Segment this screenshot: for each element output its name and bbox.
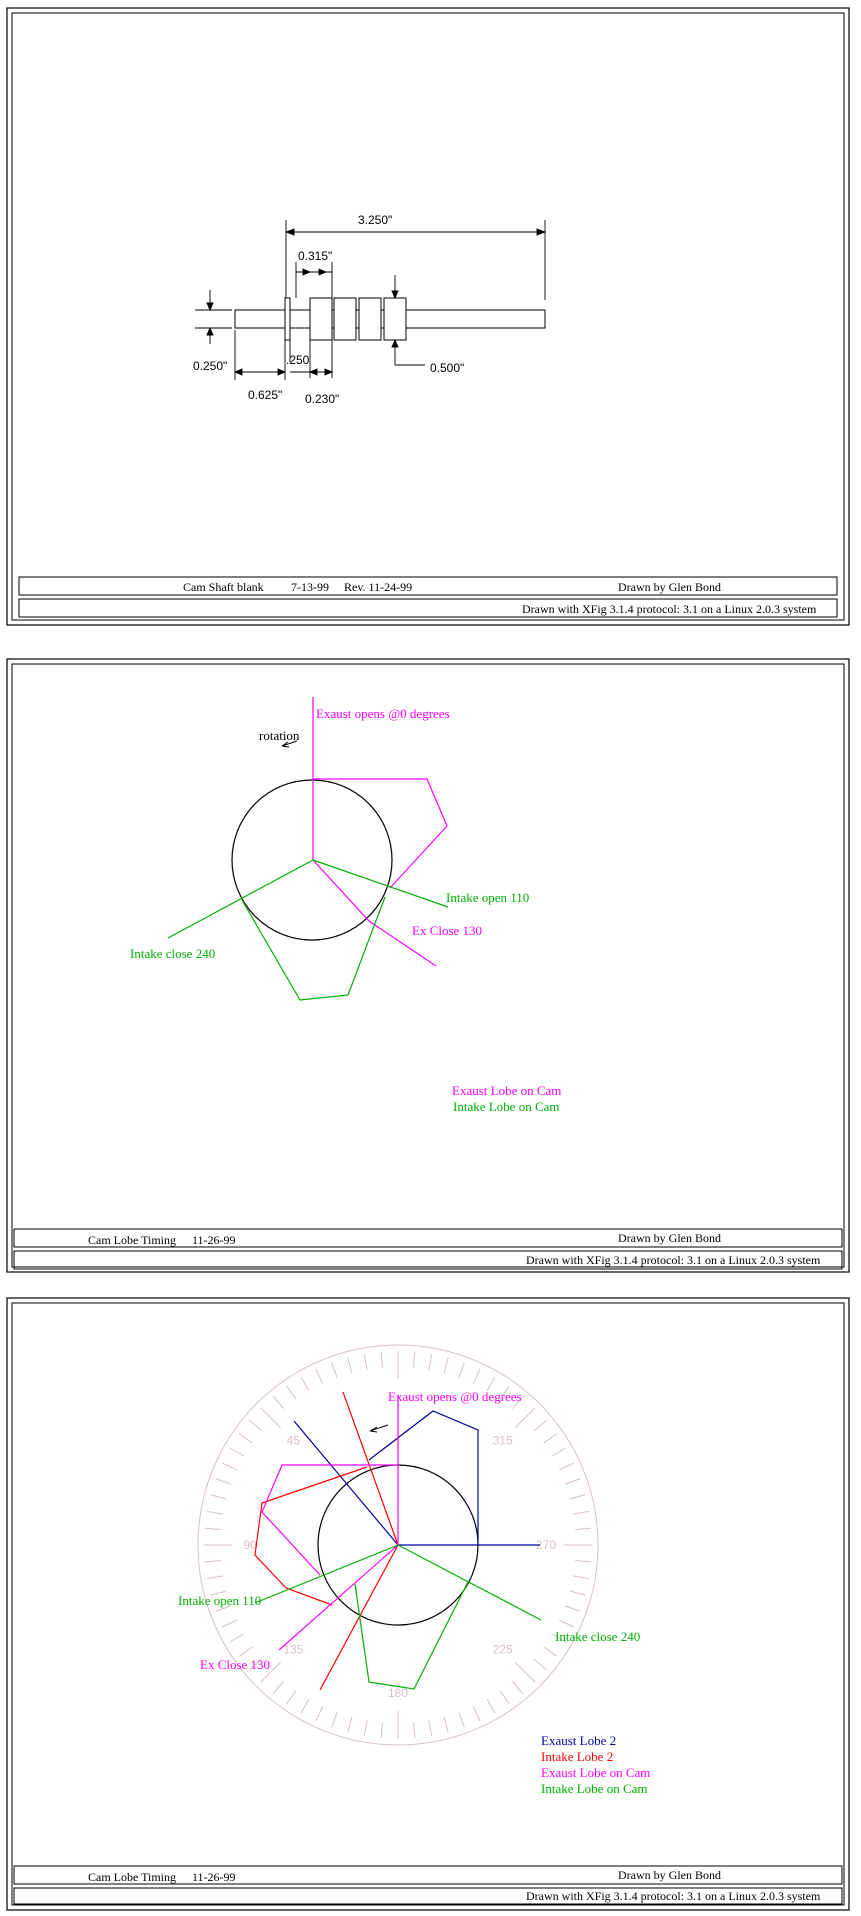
- degree-tick: [487, 1699, 495, 1713]
- sheet2-intake-close-line: [168, 860, 313, 938]
- sheet2-drawn-by: Drawn by Glen Bond: [618, 1231, 721, 1245]
- degree-tick: [544, 1647, 557, 1656]
- degree-tick: [211, 1495, 226, 1499]
- degree-tick: [534, 1659, 546, 1669]
- degree-tick: [515, 1408, 535, 1428]
- degree-tick: [534, 1420, 546, 1430]
- sheet3-label-intake-open: Intake open 110: [178, 1593, 262, 1608]
- sheet3-date: 11-26-99: [192, 1870, 236, 1884]
- cam-lobe-3: [359, 298, 381, 340]
- cam-lobe-4: [384, 298, 406, 340]
- degree-tick: [444, 1717, 448, 1732]
- degree-tick: [273, 1396, 283, 1408]
- degree-tick: [207, 1576, 223, 1579]
- degree-tick: [544, 1434, 557, 1443]
- cam-shaft-drawing: [235, 298, 545, 340]
- degree-tick: [230, 1634, 244, 1642]
- degree-tick: [332, 1363, 337, 1378]
- degree-tick: [570, 1495, 585, 1499]
- sheet2-label-intake-open: Intake open 110: [446, 890, 530, 905]
- degree-tick: [207, 1511, 223, 1514]
- degree-tick: [473, 1706, 480, 1721]
- degree-tick: [348, 1717, 352, 1732]
- degree-tick: [573, 1511, 589, 1514]
- degree-tick: [512, 1681, 522, 1693]
- degree-tick: [381, 1352, 382, 1368]
- degree-tick: [429, 1720, 432, 1736]
- sheet3-label-ex-close: Ex Close 130: [200, 1657, 271, 1672]
- sheet2-label-ex-close: Ex Close 130: [412, 923, 483, 938]
- degree-tick: [205, 1528, 221, 1529]
- degree-tick: [364, 1354, 367, 1370]
- sheet-cam-shaft-blank: [7, 8, 849, 625]
- degree-tick: [287, 1386, 296, 1399]
- sheet1-outer-border: [7, 8, 849, 625]
- degree-tick: [316, 1369, 323, 1384]
- degree-label: 180: [387, 1686, 409, 1700]
- sheet2-inner-border: [12, 664, 844, 1267]
- sheet3-legend-intake2: Intake Lobe 2: [541, 1749, 614, 1764]
- degree-tick: [230, 1448, 244, 1456]
- sheet3-exhaust2-lobe: [369, 1411, 478, 1545]
- degree-tick: [575, 1561, 591, 1562]
- sheet3-rotation-arrow: [370, 1425, 388, 1432]
- sheet3-footer: Drawn with XFig 3.1.4 protocol: 3.1 on a Linux 2.0.3 system: [526, 1889, 821, 1903]
- sheet2-legend-exhaust: Exaust Lobe on Cam: [452, 1083, 562, 1098]
- degree-tick: [273, 1681, 283, 1693]
- sheet3-exhaust2-close-line: [294, 1421, 398, 1545]
- degree-tick: [559, 1463, 574, 1470]
- dim-collar: .250: [286, 353, 310, 367]
- degree-tick: [261, 1408, 281, 1428]
- sheet3-drawn-by: Drawn by Glen Bond: [618, 1868, 721, 1882]
- dim-offset: 0.625": [248, 388, 283, 402]
- sheet3-title: Cam Lobe Timing: [88, 1870, 177, 1884]
- degree-tick: [459, 1363, 464, 1378]
- sheet3-intake-close-line: [398, 1545, 541, 1620]
- sheet2-exhaust-lobe: [313, 779, 447, 888]
- degree-label: 315: [492, 1433, 513, 1448]
- degree-tick: [239, 1647, 252, 1656]
- sheet3-legend-exhaust: Exaust Lobe on Cam: [541, 1765, 651, 1780]
- sheet2-date: 11-26-99: [192, 1233, 236, 1247]
- degree-label: 45: [286, 1433, 301, 1448]
- degree-tick: [301, 1699, 309, 1713]
- sheet1-inner-border: [12, 13, 844, 620]
- degree-tick: [559, 1620, 574, 1627]
- cam-lobe-1: [310, 298, 332, 340]
- degree-label: 90: [243, 1538, 257, 1552]
- sheet3-intake-lobe: [355, 1582, 468, 1689]
- sheet3-label-intake-close: Intake close 240: [555, 1629, 641, 1644]
- degree-tick: [429, 1354, 432, 1370]
- sheet-cam-lobe-timing-2: [7, 1298, 849, 1910]
- degree-tick: [575, 1528, 591, 1529]
- degree-tick: [573, 1576, 589, 1579]
- sheet1-footer: Drawn with XFig 3.1.4 protocol: 3.1 on a Linux 2.0.3 system: [522, 602, 817, 616]
- sheet1-drawn-by: Drawn by Glen Bond: [618, 580, 721, 594]
- sheet-cam-lobe-timing: [7, 659, 849, 1272]
- sheet3-intake2-lines: [320, 1392, 398, 1690]
- sheet3-intake-open-line: [255, 1545, 398, 1603]
- degree-label: 270: [535, 1538, 557, 1552]
- sheet2-label-exhaust-open: Exaust opens @0 degrees: [316, 706, 450, 721]
- sheet2-legend-intake: Intake Lobe on Cam: [453, 1099, 560, 1114]
- dim-lobe-pitch: 0.315": [298, 249, 333, 263]
- degree-tick: [222, 1463, 237, 1470]
- degree-tick: [222, 1620, 237, 1627]
- degree-label: 135: [283, 1642, 304, 1657]
- degree-tick: [287, 1691, 296, 1704]
- sheet1-title: Cam Shaft blank: [183, 580, 264, 594]
- degree-tick: [364, 1720, 367, 1736]
- degree-tick: [565, 1606, 580, 1611]
- sheet2-label-rotation: rotation: [259, 728, 300, 743]
- sheet2-intake-open-line: [313, 860, 448, 907]
- sheet3-label-exhaust-open: Exaust opens @0 degrees: [388, 1389, 522, 1404]
- degree-tick: [249, 1420, 261, 1430]
- shaft-collar: [285, 298, 290, 340]
- degree-tick: [216, 1479, 231, 1484]
- degree-tick: [414, 1352, 415, 1368]
- sheet1-revision: Rev. 11-24-99: [344, 580, 413, 594]
- degree-tick: [444, 1358, 448, 1373]
- degree-tick: [515, 1662, 535, 1682]
- degree-tick: [552, 1448, 566, 1456]
- degree-tick: [239, 1434, 252, 1443]
- sheet2-outer-border: [7, 659, 849, 1272]
- degree-tick: [500, 1691, 509, 1704]
- degree-tick: [381, 1722, 382, 1738]
- sheet3-legend-intake: Intake Lobe on Cam: [541, 1781, 648, 1796]
- sheet3-legend-exhaust2: Exaust Lobe 2: [541, 1733, 617, 1748]
- degree-tick: [316, 1706, 323, 1721]
- degree-tick: [348, 1358, 352, 1373]
- degree-tick: [473, 1369, 480, 1384]
- dim-overall-length: 3.250": [358, 213, 393, 227]
- sheet2-title: Cam Lobe Timing: [88, 1233, 177, 1247]
- degree-tick: [205, 1561, 221, 1562]
- cam-lobe-2: [334, 298, 356, 340]
- dim-lobe-width: 0.230": [305, 392, 340, 406]
- sheet2-footer: Drawn with XFig 3.1.4 protocol: 3.1 on a Linux 2.0.3 system: [526, 1253, 821, 1267]
- degree-label: 225: [492, 1642, 513, 1657]
- degree-tick: [570, 1591, 585, 1595]
- dim-shaft-diameter: 0.250": [193, 359, 228, 373]
- sheet2-label-intake-close: Intake close 240: [130, 946, 216, 961]
- degree-tick: [301, 1377, 309, 1391]
- degree-tick: [332, 1712, 337, 1727]
- dim-lobe-diameter: 0.500": [430, 361, 465, 375]
- sheet1-date: 7-13-99: [291, 580, 329, 594]
- degree-tick: [565, 1479, 580, 1484]
- degree-tick: [414, 1722, 415, 1738]
- degree-tick: [459, 1712, 464, 1727]
- sheet2-intake-lobe: [242, 897, 385, 1000]
